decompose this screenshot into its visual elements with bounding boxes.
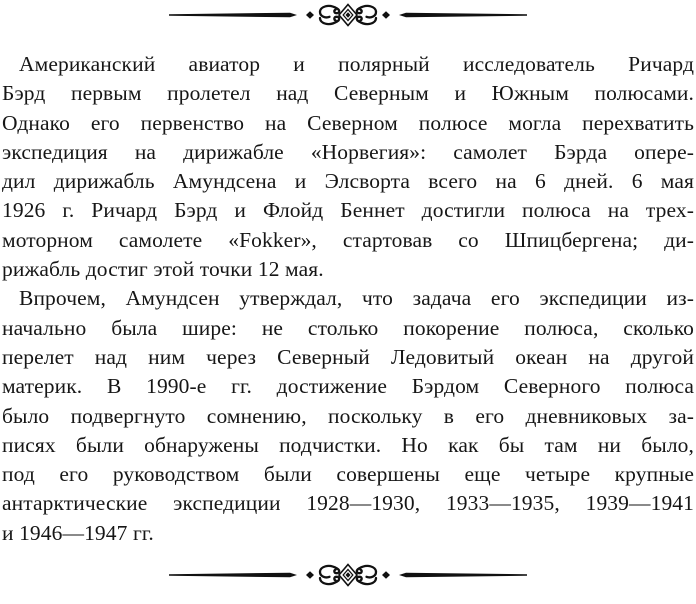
text-line: моторном самолете «Fokker», стартовав со Шпицбергена; ди- — [2, 227, 694, 252]
text-line: Однако его первенство на Северном полюсе могла перехватить — [2, 110, 694, 135]
tapered-rule-left — [169, 573, 297, 578]
text-line: рижабль достиг этой точки 12 мая. — [2, 257, 324, 282]
tapered-rule-right — [399, 13, 527, 18]
text-line: писях были обнаружены подчистки. Но как бы там ни было, — [2, 432, 694, 457]
diamond-bullet-right — [382, 11, 390, 19]
diamond-bullet-left — [306, 571, 314, 579]
text-line: под его руководством были совершены еще четыре крупные — [2, 462, 694, 487]
text-line: материк. В 1990-е гг. достижение Бэрдом Северного полюса — [2, 374, 694, 399]
text-line: перелет над ним через Северный Ледовитый океан на другой — [2, 344, 694, 369]
text-line: Американский авиатор и полярный исследователь Ричард — [19, 52, 694, 76]
paragraph — [2, 284, 694, 548]
text-line: антарктические экспедиции 1928—1930, 1933—1935, 1939—1941 — [2, 491, 694, 516]
divider-flourish-icon — [169, 563, 527, 587]
ornament-divider-top — [0, 0, 696, 27]
paragraph — [2, 50, 694, 284]
body-text — [0, 50, 696, 548]
text-line: было подвергнуто сомнению, поскольку в его дневниковых за- — [2, 403, 694, 428]
text-line: дил дирижабль Амундсена и Элсворта всего на 6 дней. 6 мая — [2, 169, 694, 194]
scroll-flourish-right — [357, 6, 376, 24]
diamond-rosette-center — [339, 565, 357, 586]
scroll-flourish-right — [357, 566, 376, 584]
tapered-rule-right — [399, 573, 527, 578]
scroll-flourish-left — [320, 566, 339, 584]
text-line: Бэрд первым пролетел над Северным и Южным полюсами. — [2, 81, 694, 106]
text-line: Впрочем, Амундсен утверждал, что задача его экспедиции из- — [19, 286, 694, 311]
ornament-divider-bottom — [0, 563, 696, 587]
text-line: экспедиция на дирижабле «Норвегия»: самолет Бэрда опере- — [2, 139, 694, 164]
scroll-flourish-left — [320, 6, 339, 24]
tapered-rule-left — [169, 13, 297, 18]
text-line: 1926 г. Ричард Бэрд и Флойд Беннет достигли полюса на трех- — [2, 198, 694, 223]
diamond-rosette-center — [339, 5, 357, 26]
text-line: начально была шире: не столько покорение полюса, сколько — [2, 315, 694, 340]
diamond-bullet-left — [306, 11, 314, 19]
text-line: и 1946—1947 гг. — [2, 520, 154, 545]
diamond-bullet-right — [382, 571, 390, 579]
divider-flourish-icon — [169, 3, 527, 27]
